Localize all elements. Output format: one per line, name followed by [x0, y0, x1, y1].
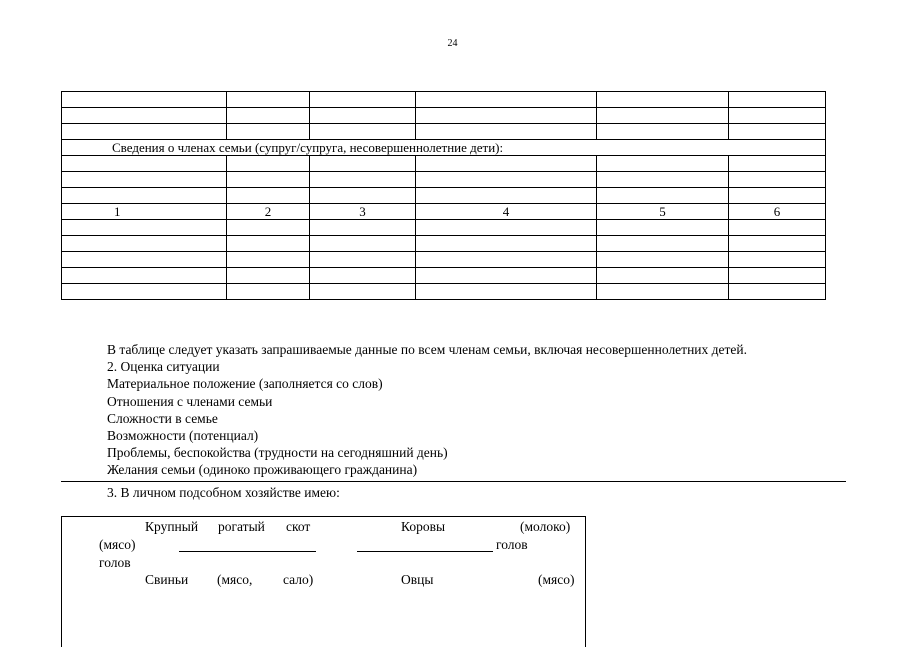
- table-cell[interactable]: [416, 108, 597, 124]
- livestock-unit: голов: [99, 555, 131, 570]
- table-cell[interactable]: [310, 236, 416, 252]
- table-caption: Сведения о членах семьи (супруг/супруга, несовершеннолетние дети):: [62, 140, 826, 156]
- table-cell[interactable]: [62, 156, 227, 172]
- family-members-table: [61, 91, 826, 300]
- table-cell[interactable]: [227, 108, 310, 124]
- table-cell[interactable]: [310, 284, 416, 300]
- table-cell[interactable]: [729, 220, 826, 236]
- column-number-row: [62, 204, 826, 220]
- table-cell[interactable]: [729, 92, 826, 108]
- table-cell[interactable]: [597, 188, 729, 204]
- table-cell[interactable]: [62, 252, 227, 268]
- table-cell[interactable]: [416, 92, 597, 108]
- livestock-label: (молоко): [520, 519, 571, 534]
- notes-block: [107, 341, 747, 479]
- table-cell[interactable]: [227, 220, 310, 236]
- table-row: [62, 268, 826, 284]
- table-cell[interactable]: [227, 252, 310, 268]
- cows-count-field[interactable]: [357, 537, 493, 552]
- livestock-label: рогатый: [218, 519, 265, 534]
- livestock-label: Свиньи: [145, 572, 189, 587]
- table-row: [62, 188, 826, 204]
- table-cell[interactable]: [62, 220, 227, 236]
- table-cell[interactable]: [227, 124, 310, 140]
- livestock-label: скот: [286, 519, 311, 534]
- table-cell[interactable]: [416, 156, 597, 172]
- table-cell[interactable]: [227, 236, 310, 252]
- table-instruction: В таблице следует указать запрашиваемые данные по всем членам семьи, включая несовершеннолетних детей.: [107, 342, 748, 357]
- column-number: 5: [597, 204, 729, 220]
- livestock-label: Овцы: [401, 572, 434, 587]
- table-cell[interactable]: [597, 124, 729, 140]
- table-cell[interactable]: [227, 156, 310, 172]
- table-cell[interactable]: [62, 172, 227, 188]
- table-cell[interactable]: [416, 268, 597, 284]
- table-row: [62, 252, 826, 268]
- table-cell[interactable]: [597, 92, 729, 108]
- livestock-label: Коровы: [401, 519, 446, 534]
- table-cell[interactable]: [62, 236, 227, 252]
- livestock-label: сало): [283, 572, 314, 587]
- table-cell[interactable]: [597, 108, 729, 124]
- notes-item: Возможности (потенциал): [107, 428, 259, 444]
- table-cell[interactable]: [729, 188, 826, 204]
- table-cell[interactable]: [729, 268, 826, 284]
- table-cell[interactable]: [310, 156, 416, 172]
- table-cell[interactable]: [62, 124, 227, 140]
- table-cell[interactable]: [62, 188, 227, 204]
- table-cell[interactable]: [416, 284, 597, 300]
- table-cell[interactable]: [597, 220, 729, 236]
- table-cell[interactable]: [597, 268, 729, 284]
- table-row: [62, 124, 826, 140]
- column-number: 6: [729, 204, 826, 220]
- table-cell[interactable]: [597, 172, 729, 188]
- table-row: [62, 92, 826, 108]
- table-cell[interactable]: [62, 284, 227, 300]
- table-row: [62, 172, 826, 188]
- section-heading: 2. Оценка ситуации: [107, 359, 220, 375]
- section-heading: 3. В личном подсобном хозяйстве имею:: [107, 485, 340, 500]
- table-row: [62, 156, 826, 172]
- table-cell[interactable]: [310, 172, 416, 188]
- table-cell[interactable]: [62, 108, 227, 124]
- table-cell[interactable]: [416, 236, 597, 252]
- table-cell[interactable]: [62, 92, 227, 108]
- table-cell[interactable]: [729, 236, 826, 252]
- cattle-count-field[interactable]: [179, 537, 316, 552]
- table-cell[interactable]: [227, 188, 310, 204]
- divider: [61, 481, 846, 482]
- table-cell[interactable]: [227, 284, 310, 300]
- table-cell[interactable]: [729, 284, 826, 300]
- notes-item: Отношения с членами семьи: [107, 393, 273, 409]
- livestock-label: (мясо): [99, 537, 136, 552]
- notes-item: Сложности в семье: [107, 410, 218, 426]
- table-cell[interactable]: [310, 188, 416, 204]
- table-cell[interactable]: [310, 108, 416, 124]
- table-cell[interactable]: [227, 92, 310, 108]
- table-row: [62, 220, 826, 236]
- livestock-unit: голов: [496, 537, 528, 552]
- table-cell[interactable]: [227, 268, 310, 284]
- table-cell[interactable]: [227, 172, 310, 188]
- livestock-label: (мясо): [538, 572, 575, 587]
- table-cell[interactable]: [416, 124, 597, 140]
- livestock-table: [61, 516, 586, 647]
- table-cell[interactable]: [62, 268, 227, 284]
- column-number: 3: [310, 204, 416, 220]
- table-cell[interactable]: [729, 156, 826, 172]
- table-cell[interactable]: [597, 284, 729, 300]
- table-caption-row: [62, 140, 826, 156]
- table-cell[interactable]: [729, 124, 826, 140]
- table-cell[interactable]: [729, 108, 826, 124]
- table-cell[interactable]: [416, 172, 597, 188]
- livestock-label: (мясо,: [217, 572, 253, 587]
- table-cell[interactable]: [597, 236, 729, 252]
- table-cell[interactable]: [310, 220, 416, 236]
- column-number: 2: [227, 204, 310, 220]
- notes-item: Материальное положение (заполняется со слов): [107, 376, 383, 392]
- table-cell[interactable]: [310, 252, 416, 268]
- notes-item: Желания семьи (одиноко проживающего гражданина): [107, 462, 418, 478]
- table-cell[interactable]: [310, 268, 416, 284]
- table-cell[interactable]: [729, 172, 826, 188]
- column-number: 1: [62, 204, 227, 220]
- page-number: 24: [447, 38, 458, 49]
- notes-item: Проблемы, беспокойства (трудности на сегодняшний день): [107, 445, 448, 461]
- table-cell[interactable]: [597, 156, 729, 172]
- table-cell[interactable]: [310, 92, 416, 108]
- table-cell[interactable]: [729, 252, 826, 268]
- table-cell[interactable]: [416, 188, 597, 204]
- table-cell[interactable]: [416, 252, 597, 268]
- column-number: 4: [416, 204, 597, 220]
- table-cell[interactable]: [597, 252, 729, 268]
- livestock-label: Крупный: [145, 519, 199, 534]
- table-row: [62, 108, 826, 124]
- table-row: [62, 236, 826, 252]
- table-cell[interactable]: [310, 124, 416, 140]
- table-row: [62, 284, 826, 300]
- table-cell[interactable]: [416, 220, 597, 236]
